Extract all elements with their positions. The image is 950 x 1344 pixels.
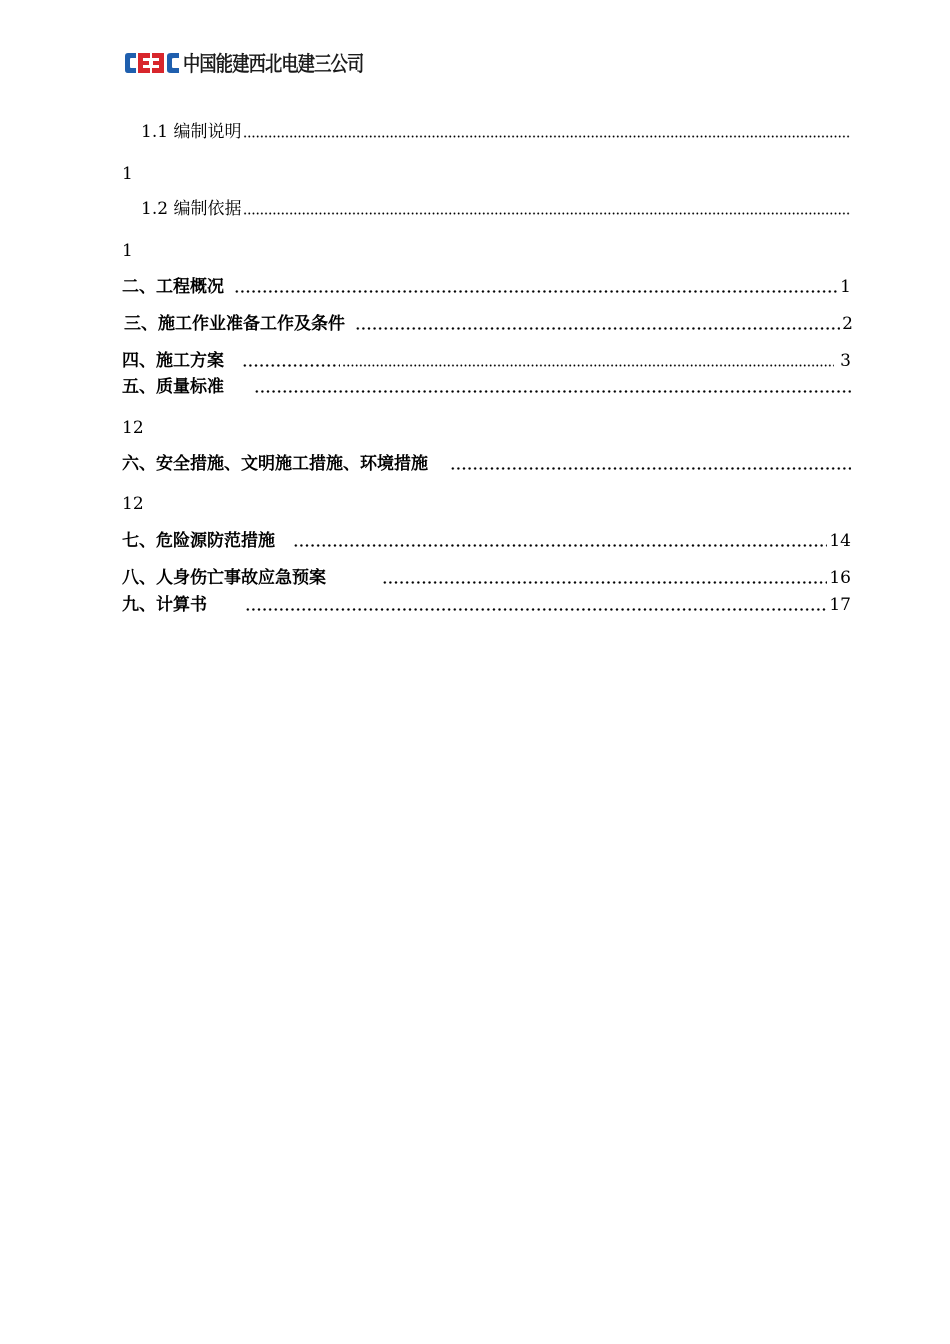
toc-entry-page: 1 bbox=[840, 277, 851, 297]
toc-entry-page: 1 bbox=[122, 164, 133, 184]
toc-entry-8 bbox=[122, 567, 851, 589]
toc-entry-6 bbox=[122, 453, 853, 475]
toc-entry-label: 四、施工方案 bbox=[122, 351, 224, 371]
toc-entry-page: 14 bbox=[829, 531, 851, 551]
toc-entry-page: 1 bbox=[122, 241, 133, 261]
toc-dot-leader bbox=[243, 200, 851, 218]
toc-entry-page: 12 bbox=[122, 494, 144, 514]
toc-entry-label: 八、人身伤亡事故应急预案 bbox=[122, 568, 326, 588]
toc-dot-leader bbox=[243, 123, 851, 141]
toc-dot-leader bbox=[242, 352, 340, 370]
toc-entry-5 bbox=[122, 376, 853, 398]
toc-entry-page: 17 bbox=[829, 595, 851, 615]
toc-dot-leader bbox=[342, 352, 834, 370]
toc-dot-leader bbox=[245, 596, 827, 614]
toc-dot-leader bbox=[234, 278, 838, 296]
toc-entry-2 bbox=[122, 276, 851, 298]
toc-dot-leader bbox=[450, 455, 851, 473]
toc-entry-label: 七、危险源防范措施 bbox=[122, 531, 275, 551]
toc-entry-label: 1.2 编制依据 bbox=[141, 199, 242, 219]
toc-entry-page: 3 bbox=[840, 351, 851, 371]
toc-dot-leader bbox=[355, 315, 840, 333]
toc-dot-leader bbox=[254, 378, 851, 396]
toc-entry-label: 二、工程概况 bbox=[122, 277, 224, 297]
toc-entry-7 bbox=[122, 530, 851, 552]
toc-dot-leader bbox=[293, 532, 827, 550]
toc-entry-9 bbox=[122, 594, 851, 616]
toc-entry-label: 三、施工作业准备工作及条件 bbox=[124, 314, 345, 334]
company-name: 中国能建西北电建三公司 bbox=[183, 52, 364, 76]
toc-entry-1-1 bbox=[141, 121, 853, 143]
toc-entry-4 bbox=[122, 350, 851, 372]
toc-entry-1-2 bbox=[141, 198, 853, 220]
toc-entry-page: 16 bbox=[829, 568, 851, 588]
toc-entry-label: 1.1 编制说明 bbox=[141, 122, 242, 142]
toc-entry-label: 九、计算书 bbox=[122, 595, 207, 615]
toc-entry-page: 2 bbox=[842, 314, 853, 334]
toc-entry-label: 五、质量标准 bbox=[122, 377, 224, 397]
toc-entry-label: 六、安全措施、文明施工措施、环境措施 bbox=[122, 454, 428, 474]
toc-dot-leader bbox=[382, 569, 827, 587]
toc-entry-page: 12 bbox=[122, 418, 144, 438]
toc-entry-3 bbox=[124, 313, 853, 335]
